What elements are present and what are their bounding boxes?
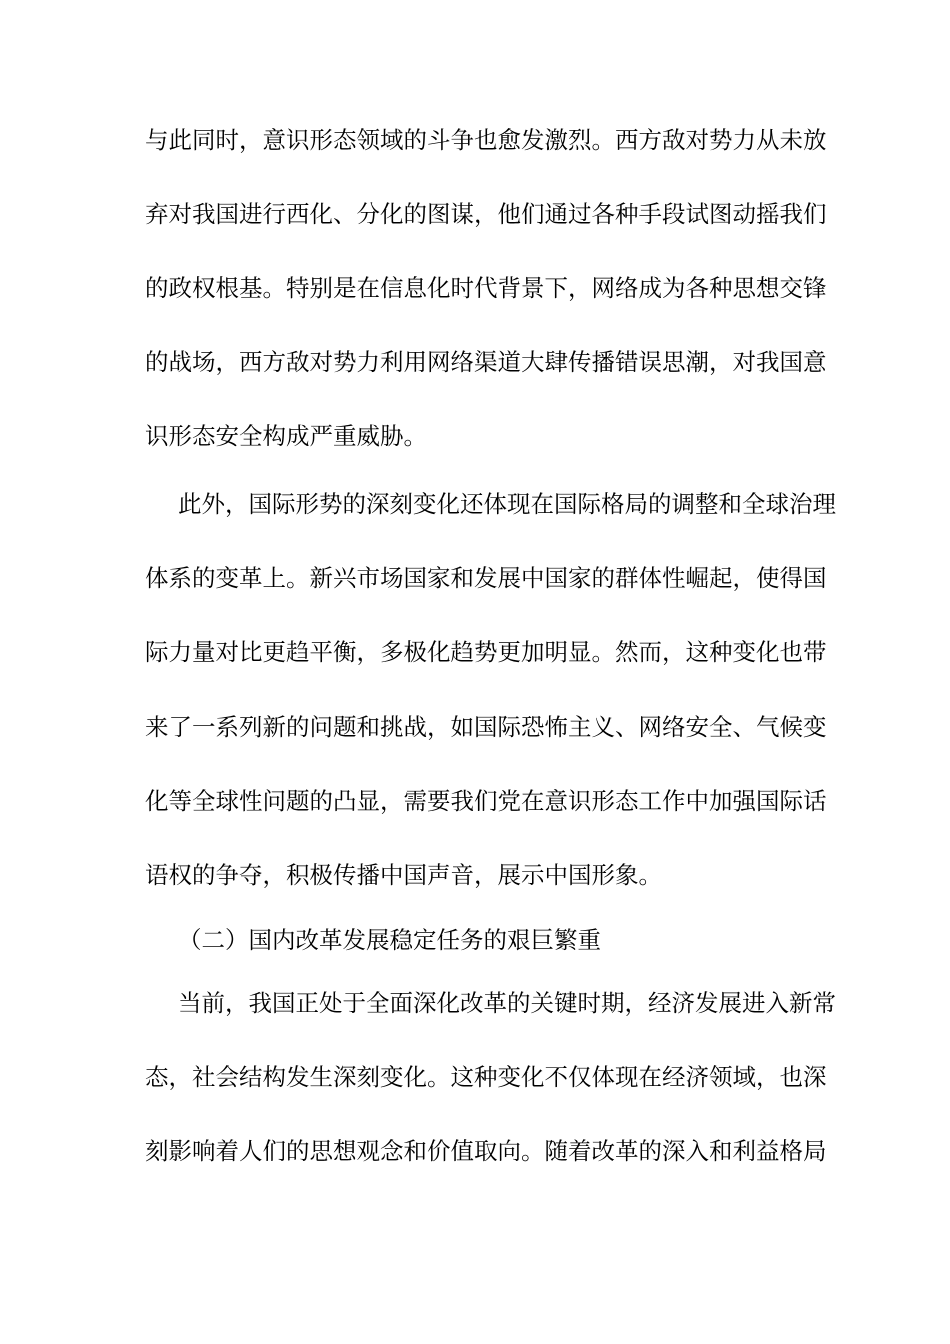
paragraph-line: 际力量对比更趋平衡，多极化趋势更加明显。然而，这种变化也带 (145, 638, 827, 666)
paragraph-line: 态，社会结构发生深刻变化。这种变化不仅体现在经济领域，也深 (145, 1063, 827, 1091)
paragraph-line: 体系的变革上。新兴市场国家和发展中国家的群体性崛起，使得国 (145, 564, 827, 592)
paragraph-line: 化等全球性问题的凸显，需要我们党在意识形态工作中加强国际话 (145, 787, 827, 815)
paragraph-line: 当前，我国正处于全面深化改革的关键时期，经济发展进入新常 (178, 989, 836, 1017)
paragraph-line: 刻影响着人们的思想观念和价值取向。随着改革的深入和利益格局 (145, 1137, 827, 1165)
paragraph-line: 与此同时，意识形态领域的斗争也愈发激烈。西方敌对势力从未放 (145, 126, 827, 154)
paragraph-line: 识形态安全构成严重威胁。 (145, 422, 427, 450)
paragraph-line: 此外，国际形势的深刻变化还体现在国际格局的调整和全球治理 (178, 490, 836, 518)
paragraph-line: 的战场，西方敌对势力利用网络渠道大肆传播错误思潮，对我国意 (145, 348, 827, 376)
paragraph-line: 的政权根基。特别是在信息化时代背景下，网络成为各种思想交锋 (145, 274, 827, 302)
paragraph-line: 弃对我国进行西化、分化的图谋，他们通过各种手段试图动摇我们 (145, 200, 827, 228)
section-heading: （二）国内改革发展稳定任务的艰巨繁重 (178, 926, 601, 954)
paragraph-line: 语权的争夺，积极传播中国声音，展示中国形象。 (145, 861, 662, 889)
paragraph-line: 来了一系列新的问题和挑战，如国际恐怖主义、网络安全、气候变 (145, 713, 827, 741)
